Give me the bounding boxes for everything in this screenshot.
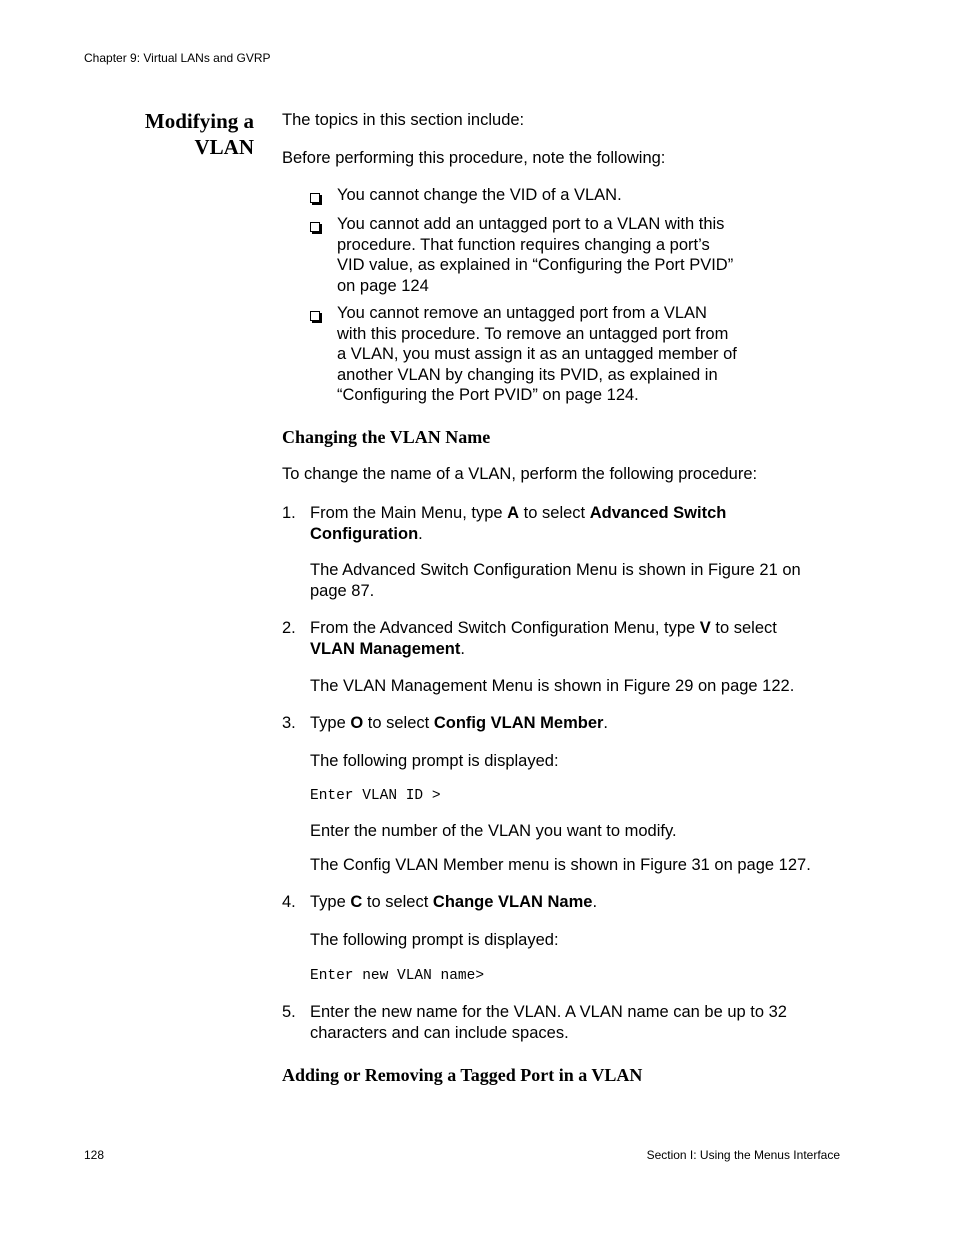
prompt-label: The following prompt is displayed:: [310, 752, 559, 770]
running-footer: Section I: Using the Menus Interface: [646, 1148, 840, 1162]
checkbox-bullet-icon: [310, 193, 320, 203]
checkbox-bullet-icon: [310, 311, 320, 321]
step-number: 3.: [282, 714, 296, 732]
step-number: 5.: [282, 1003, 296, 1021]
step-text: From the Advanced Switch Configuration Menu, type V to select VLAN Management.: [310, 619, 777, 658]
section-title: [100, 108, 254, 160]
before-note: Before performing this procedure, note the following:: [282, 149, 666, 167]
step-text: From the Main Menu, type A to select Advanced Switch Configuration.: [310, 504, 727, 543]
step-note: The VLAN Management Menu is shown in Figure 29 on page 122.: [310, 677, 795, 695]
step-number: 4.: [282, 893, 296, 911]
step-number: 2.: [282, 619, 296, 637]
topics-intro: The topics in this section include:: [282, 111, 525, 129]
step-text: Type O to select Config VLAN Member.: [310, 714, 609, 732]
step-note: The Advanced Switch Configuration Menu is shown in Figure 21 on page 87.: [310, 561, 801, 600]
step-note: Enter the number of the VLAN you want to modify.: [310, 822, 677, 840]
step-text: Enter the new name for the VLAN. A VLAN name can be up to 32 characters and can include spaces.: [310, 1003, 787, 1042]
step-text: Type C to select Change VLAN Name.: [310, 893, 598, 911]
section-title-line1: Modifying a: [144, 109, 254, 133]
cli-prompt: Enter VLAN ID >: [310, 788, 441, 804]
checkbox-bullet-icon: [310, 222, 320, 232]
step-note: The Config VLAN Member menu is shown in Figure 31 on page 127.: [310, 856, 811, 874]
cli-prompt: Enter new VLAN name>: [310, 968, 485, 984]
procedure-intro: To change the name of a VLAN, perform the following procedure:: [282, 465, 758, 483]
running-header: Chapter 9: Virtual LANs and GVRP: [84, 51, 271, 65]
step-number: 1.: [282, 504, 296, 522]
subsection-heading: Changing the VLAN Name: [282, 427, 491, 447]
section-title-line2: VLAN: [194, 135, 254, 159]
prompt-label: The following prompt is displayed:: [310, 931, 559, 949]
page-number: 128: [84, 1148, 105, 1162]
subsection-heading: Adding or Removing a Tagged Port in a VLAN: [282, 1065, 643, 1085]
